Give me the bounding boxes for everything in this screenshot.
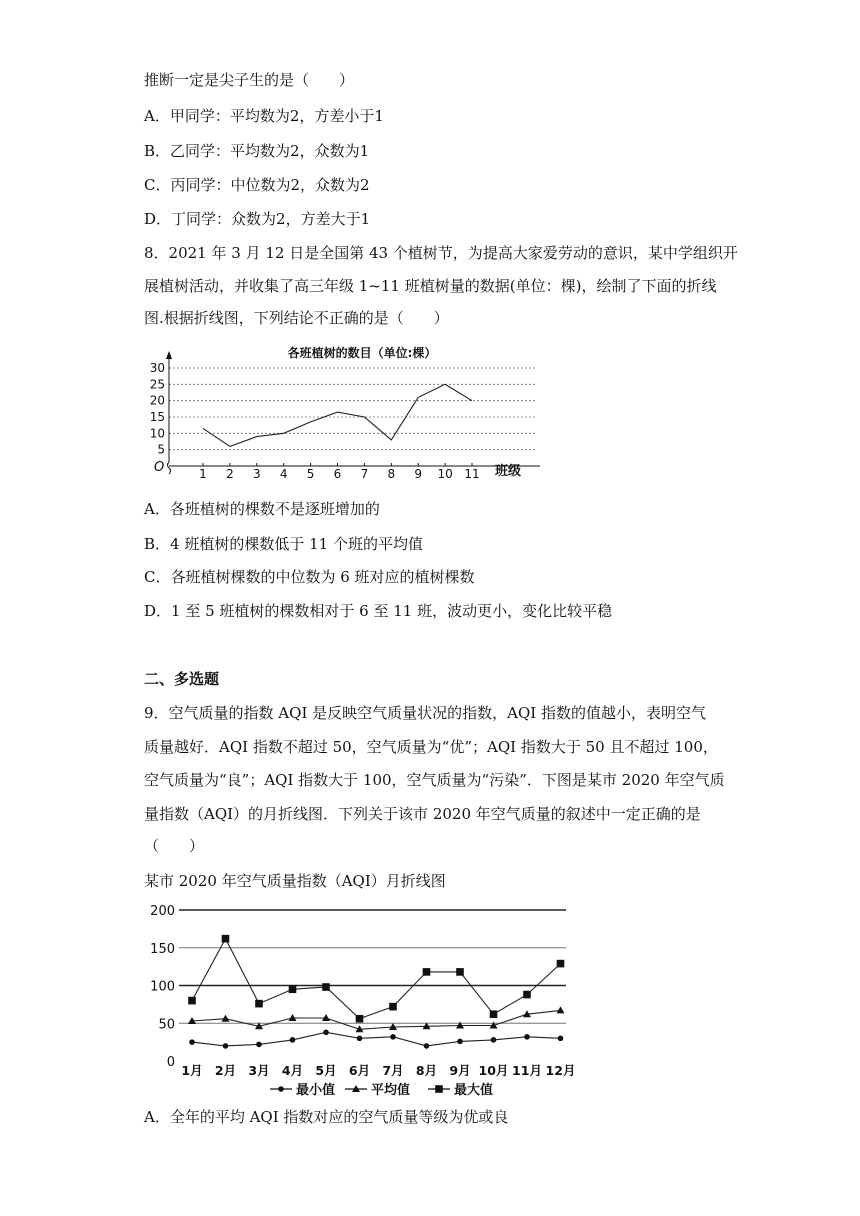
chart2-point-square [423,968,431,976]
chart1-xlabel: 班级 [495,464,522,479]
chart2-xtick-label: 3月 [248,1063,270,1078]
q7-stem-tail: 推断一定是尖子生的是（ ） [144,71,355,89]
chart2-point-square [389,1003,397,1011]
q7-option-d: D．丁同学：众数为2，方差大于1 [144,210,371,228]
chart1-ytick-label: 30 [149,361,165,375]
chart2-point-square [490,1010,498,1018]
chart2-legend-marker-circle [278,1086,284,1092]
q8-option-d: D．1 至 5 班植树的棵数相对于 6 至 11 班，波动更小，变化比较平稳 [144,602,613,620]
chart2-point-square [523,991,531,999]
chart2-point-circle [424,1043,430,1049]
chart1-origin-label: O [154,460,165,475]
chart2-point-circle [390,1034,396,1040]
chart2-point-square [557,960,565,968]
chart2-point-circle [524,1034,530,1040]
aqi-monthly-line-chart [140,898,580,1098]
chart2-series-line-triangle [192,1010,561,1029]
chart1-ytick-label: 15 [149,410,165,424]
chart1-y-axis-arrow [166,351,172,359]
q9-stem-line-2: 质量越好．AQI 指数不超过 50，空气质量为“优”；AQI 指数大于 50 且不超过 100， [144,738,718,756]
q8-stem-line-2: 展植树活动，并收集了高三年级 1~11 班植树量的数据(单位：棵)，绘制了下面的折线 [144,277,717,295]
chart1-axis-break [168,462,171,474]
chart2-xtick-label: 11月 [512,1063,542,1078]
chart2-ytick-label: 0 [166,1055,175,1070]
chart2-xtick-label: 7月 [382,1063,404,1078]
q8-stem-line-1: 8．2021 年 3 月 12 日是全国第 43 个植树节，为提高大家爱劳动的意识，某中学组织开 [144,244,738,262]
chart1-xtick-label: 6 [333,467,342,481]
chart2-point-circle [189,1039,195,1045]
chart2-xtick-label: 4月 [281,1063,304,1078]
tree-planting-line-chart [140,340,560,488]
q8-option-c: C．各班植树棵数的中位数为 6 班对应的植树棵数 [144,568,475,586]
chart2-point-circle [290,1037,296,1043]
chart2-point-triangle [222,1015,230,1022]
chart1-xtick-label: 10 [437,467,453,481]
chart2-series-line-square [192,939,561,1019]
chart2-ytick-label: 100 [150,979,175,995]
chart1-series-line [203,384,472,446]
q8-option-a: A．各班植树的棵数不是逐班增加的 [144,500,380,518]
q7-option-b: B．乙同学：平均数为2，众数为1 [144,142,370,160]
chart2-point-square [222,935,230,943]
chart1-xtick-label: 9 [414,467,423,481]
chart2-xtick-label: 9月 [449,1063,471,1078]
chart2-legend-label: 平均值 [371,1083,411,1098]
section-title-multiple-choice: 二、多选题 [144,670,220,688]
chart1-xtick-label: 5 [306,467,315,481]
q8-option-b: B．4 班植树的棵数低于 11 个班的平均值 [144,535,423,553]
chart2-point-square [356,1015,364,1023]
chart1-xtick-label: 2 [226,467,234,481]
q8-stem-line-3: 图.根据折线图，下列结论不正确的是（ ） [144,309,449,327]
chart2-point-circle [223,1043,229,1049]
chart2-xtick-label: 12月 [545,1063,576,1078]
q7-option-a: A．甲同学：平均数为2，方差小于1 [144,107,384,125]
chart2-point-circle [558,1036,564,1042]
chart2-ytick-label: 150 [150,941,175,957]
chart2-ytick-label: 200 [150,904,175,919]
chart2-xtick-label: 10月 [478,1063,509,1078]
chart2-legend-label: 最大值 [454,1083,494,1098]
chart2-point-square [456,968,464,976]
q9-stem-line-1: 9．空气质量的指数 AQI 是反映空气质量状况的指数，AQI 指数的值越小，表明空气 [144,704,706,722]
chart1-xtick-label: 3 [252,467,261,481]
chart1-ytick-label: 10 [149,426,165,441]
chart2-xtick-label: 1月 [181,1063,203,1078]
chart1-ytick-label: 5 [157,442,165,457]
chart2-point-square [188,997,196,1005]
chart1-xtick-label: 1 [199,467,207,481]
chart1-xtick-label: 7 [360,467,369,481]
chart1-ytick-label: 25 [149,377,165,392]
chart1-xtick-label: 4 [279,467,288,481]
chart2-xtick-label: 6月 [348,1063,371,1078]
chart2-point-square [255,1000,263,1008]
q7-option-c: C．丙同学：中位数为2，众数为2 [144,176,370,194]
chart2-point-square [289,985,297,993]
chart2-legend-label: 最小值 [296,1083,336,1098]
chart2-point-circle [323,1030,329,1036]
chart2-xtick-label: 5月 [315,1063,337,1078]
q9-option-a: A．全年的平均 AQI 指数对应的空气质量等级为优或良 [144,1108,509,1126]
chart2-point-circle [457,1039,463,1045]
chart2-legend-marker-square [435,1085,443,1093]
q9-stem-line-3: 空气质量为“良”；AQI 指数大于 100，空气质量为“污染”．下图是某市 2020 年空气质 [144,771,725,789]
q9-stem-line-4: 量指数（AQI）的月折线图．下列关于该市 2020 年空气质量的叙述中一定正确的是 [144,805,701,823]
chart2-xtick-label: 8月 [415,1063,438,1078]
chart2-point-circle [491,1037,497,1043]
chart2-xtick-label: 2月 [214,1063,237,1078]
q9-chart-caption: 某市 2020 年空气质量指数（AQI）月折线图 [144,872,446,890]
chart2-ytick-label: 50 [158,1017,175,1033]
chart2-point-circle [357,1036,363,1042]
chart1-xtick-label: 8 [387,467,396,481]
chart1-xtick-label: 11 [464,467,480,481]
chart2-point-circle [256,1042,262,1048]
chart2-point-square [322,983,330,991]
chart2-series-line-circle [192,1032,561,1046]
q9-stem-line-5: （ ） [144,837,205,855]
chart1-ytick-label: 20 [149,393,165,408]
chart1-title: 各班植树的数目（单位:棵） [287,346,437,360]
chart2-point-triangle [557,1006,565,1013]
